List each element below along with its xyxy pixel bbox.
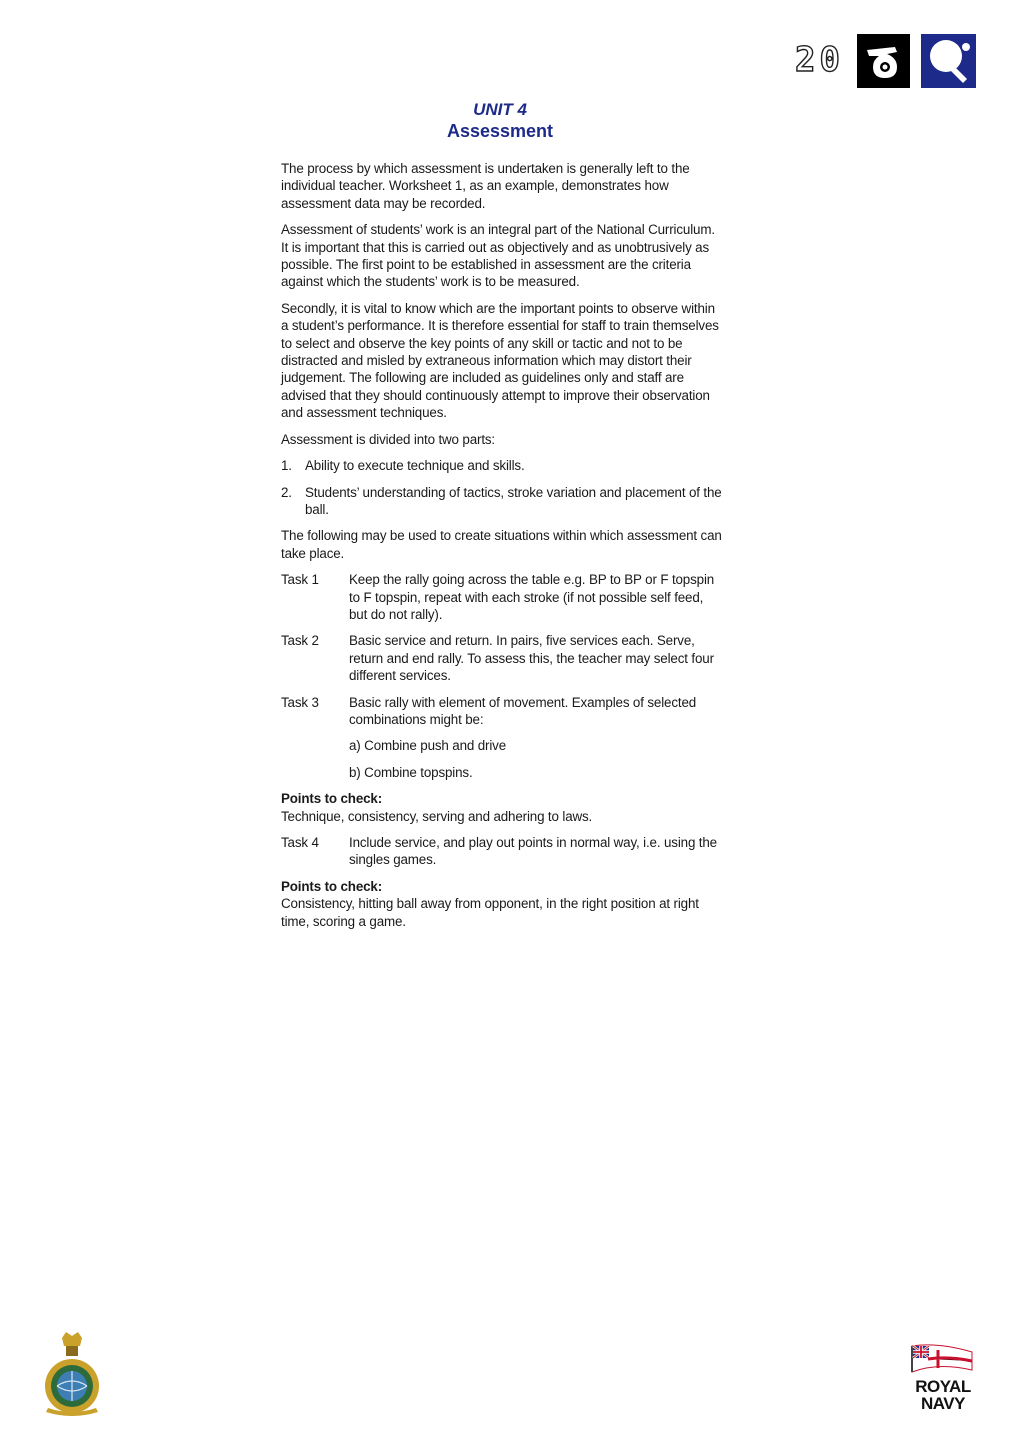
task-text: Keep the rally going across the table e.g. BP to BP or F topspin to F topspin, repeat with each stroke (if not possible self feed, but do not rally). xyxy=(349,572,715,622)
table-tennis-icon-box xyxy=(921,34,976,88)
task-text: Include service, and play out points in normal way, i.e. using the singles games. xyxy=(349,835,717,868)
points-to-check-text: Consistency, hitting ball away from opponent, in the right position at right time, scoring a game. xyxy=(281,896,699,929)
page-number: 20 xyxy=(795,40,844,80)
unit-title: UNIT 4 xyxy=(473,100,527,119)
task-label: Task 3 xyxy=(281,694,319,710)
list-text: Ability to execute technique and skills. xyxy=(305,458,525,474)
task-item xyxy=(281,694,723,729)
whistle-icon-box xyxy=(857,34,910,88)
task-item xyxy=(281,834,723,869)
task-label: Task 1 xyxy=(281,572,319,588)
points-to-check-heading: Points to check: xyxy=(281,791,383,807)
task-subitem: b) Combine topspins. xyxy=(349,764,473,780)
ensign-flag-icon xyxy=(908,1342,978,1378)
section-title: Assessment xyxy=(446,121,554,141)
points-to-check xyxy=(281,790,723,825)
list-number: 1. xyxy=(281,458,292,474)
task-item xyxy=(281,571,723,623)
list-item xyxy=(281,484,723,519)
whistle-icon xyxy=(857,34,910,88)
task-subitem: a) Combine push and drive xyxy=(349,738,507,754)
points-to-check-heading: Points to check: xyxy=(281,878,383,894)
crest-icon xyxy=(40,1328,104,1420)
list-text: Students’ understanding of tactics, stroke variation and placement of the ball. xyxy=(305,484,722,517)
task-text: Basic rally with element of movement. Examples of selected combinations might be: xyxy=(349,694,697,727)
points-to-check xyxy=(281,878,723,930)
table-tennis-bat-icon xyxy=(921,34,976,88)
paragraph: Assessment of students’ work is an integral part of the National Curriculum. It is important that this is carried out as objectively and as unobtrusively as possible. The first point to be established in assessment are the criteria against which the students’ work is to be measured. xyxy=(281,222,715,290)
royal-navy-logo xyxy=(908,1342,978,1414)
paragraph: Secondly, it is vital to know which are the important points to observe within a student’s performance. It is therefore essential for staff to train themselves to select and observe the key points of any skill or tactic and not to be distracted and misled by extraneous information which may distort their judgement. The following are included as guidelines only and staff are advised that they should continuously attempt to improve their observation and assessment techniques. xyxy=(281,300,719,421)
paragraph: The process by which assessment is undertaken is generally left to the individual teacher. Worksheet 1, as an example, demonstrates how assessment data may be recorded. xyxy=(281,161,690,211)
body-text xyxy=(281,160,723,939)
task-label: Task 4 xyxy=(281,835,319,850)
task-text: Basic service and return. In pairs, five services each. Serve, return and end rally. To assess this, the teacher may select four different services. xyxy=(349,633,714,684)
royal-marines-crest-logo xyxy=(40,1328,104,1420)
title-block xyxy=(281,100,719,142)
royal-navy-text-navy: NAVY xyxy=(921,1394,965,1413)
task-label: Task 2 xyxy=(281,633,319,649)
points-to-check-text: Technique, consistency, serving and adhering to laws. xyxy=(281,808,593,824)
paragraph: The following may be used to create situations within which assessment can take place. xyxy=(281,528,722,561)
list-item xyxy=(281,457,723,474)
paragraph: Assessment is divided into two parts: xyxy=(281,431,496,447)
task-item xyxy=(281,632,723,684)
list-number: 2. xyxy=(281,484,292,500)
royal-navy-text-royal: ROYAL xyxy=(915,1377,971,1396)
